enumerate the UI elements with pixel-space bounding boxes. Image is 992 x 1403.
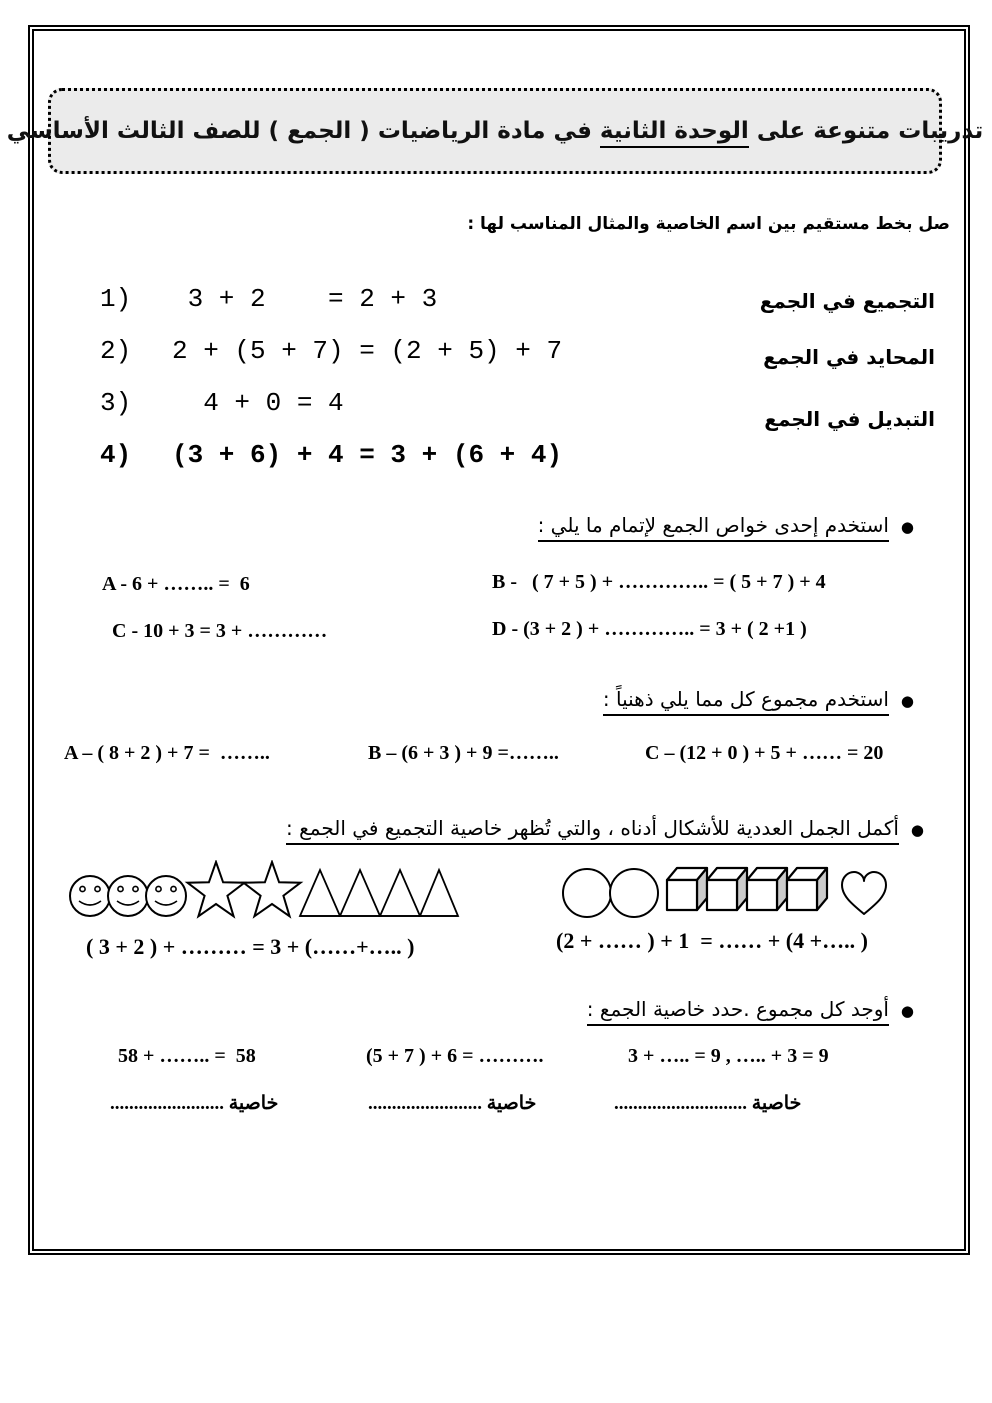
property-label-associative: التجميع في الجمع <box>759 289 935 313</box>
smiley-icon <box>70 876 186 916</box>
mental-sum-item-c: C – (12 + 0 ) + 5 + …… = 20 <box>645 742 884 764</box>
section-shapes-header <box>286 816 924 845</box>
property-label-commutative: التبديل في الجمع <box>764 407 935 431</box>
triangle-icon <box>300 870 458 916</box>
find-sum-item-2: (5 + 7 ) + 6 = ………. <box>366 1045 544 1067</box>
matching-example-1 <box>100 284 437 314</box>
section-mental-sum-header <box>603 687 914 716</box>
cube-icon <box>667 868 827 910</box>
use-properties-item-b: B - ( 7 + 5 ) + ………….. = ( 5 + 7 ) + 4 <box>492 571 826 593</box>
matching-instruction: صل بخط مستقيم بين اسم الخاصية والمثال المناسب لها : <box>467 214 950 234</box>
shapes-right-equation: (2 + …… ) + 1 = …… + (4 +….. ) <box>556 928 868 953</box>
use-properties-item-a: A - 6 + …….. = 6 <box>102 573 250 595</box>
bullet-icon: ● <box>900 1002 914 1020</box>
matching-example-2 <box>100 336 562 366</box>
page-title <box>7 118 983 144</box>
find-sum-item-1: 58 + …….. = 58 <box>118 1045 256 1067</box>
section-header-text: أكمل الجمل العددية للأشكال أدناه ، والتي تُظهر خاصية التجميع في الجمع : <box>286 816 899 845</box>
shape-group-right <box>556 860 896 922</box>
section-find-sum-header <box>587 997 914 1026</box>
circle-icon <box>563 869 658 917</box>
use-properties-item-d: D - (3 + 2 ) + ………….. = 3 + ( 2 +1 ) <box>492 618 807 640</box>
use-properties-item-c: C - 10 + 3 = 3 + ………… <box>112 620 328 642</box>
section-use-properties-header <box>538 513 914 542</box>
heart-icon <box>842 872 886 914</box>
property-blank-1: خاصية ........................ <box>110 1093 279 1114</box>
example-number: 2) <box>100 336 132 366</box>
example-equation: 4 + 0 = 4 <box>172 388 344 418</box>
title-underlined: الوحدة الثانية <box>600 118 749 148</box>
title-pre: تدريبات متنوعة على <box>748 118 984 144</box>
matching-example-3 <box>100 388 344 418</box>
property-blank-3: خاصية ............................ <box>614 1093 802 1114</box>
section-header-text: استخدم مجموع كل مما يلي ذهنياً : <box>603 687 889 716</box>
title-box <box>6 88 984 174</box>
bullet-icon: ● <box>910 821 924 839</box>
find-sum-item-3: 3 + ….. = 9 , ….. + 3 = 9 <box>628 1045 829 1067</box>
section-header-text: أوجد كل مجموع .حدد خاصية الجمع : <box>587 997 889 1026</box>
example-number: 1) <box>100 284 132 314</box>
bullet-icon: ● <box>900 692 914 710</box>
star-icon <box>188 862 301 916</box>
section-header-text: استخدم إحدى خواص الجمع لإتمام ما يلي : <box>538 513 889 542</box>
example-equation: 2 + (5 + 7) = (2 + 5) + 7 <box>172 336 563 366</box>
bullet-icon: ● <box>900 518 914 536</box>
matching-example-4 <box>100 440 562 470</box>
mental-sum-item-b: B – (6 + 3 ) + 9 =…….. <box>368 742 559 764</box>
example-equation: (3 + 6) + 4 = 3 + (6 + 4) <box>172 440 563 470</box>
example-number: 4) <box>100 440 132 470</box>
property-label-identity: المحايد في الجمع <box>763 345 935 369</box>
mental-sum-item-a: A – ( 8 + 2 ) + 7 = …….. <box>64 742 270 764</box>
shape-group-left <box>64 860 464 922</box>
title-post: في مادة الرياضيات ( الجمع ) للصف الثالث الأساسي <box>6 118 600 144</box>
example-equation: 3 + 2 = 2 + 3 <box>172 284 438 314</box>
example-number: 3) <box>100 388 132 418</box>
shapes-left-equation: ( 3 + 2 ) + ……… = 3 + (……+….. ) <box>86 934 415 959</box>
property-blank-2: خاصية ........................ <box>368 1093 537 1114</box>
